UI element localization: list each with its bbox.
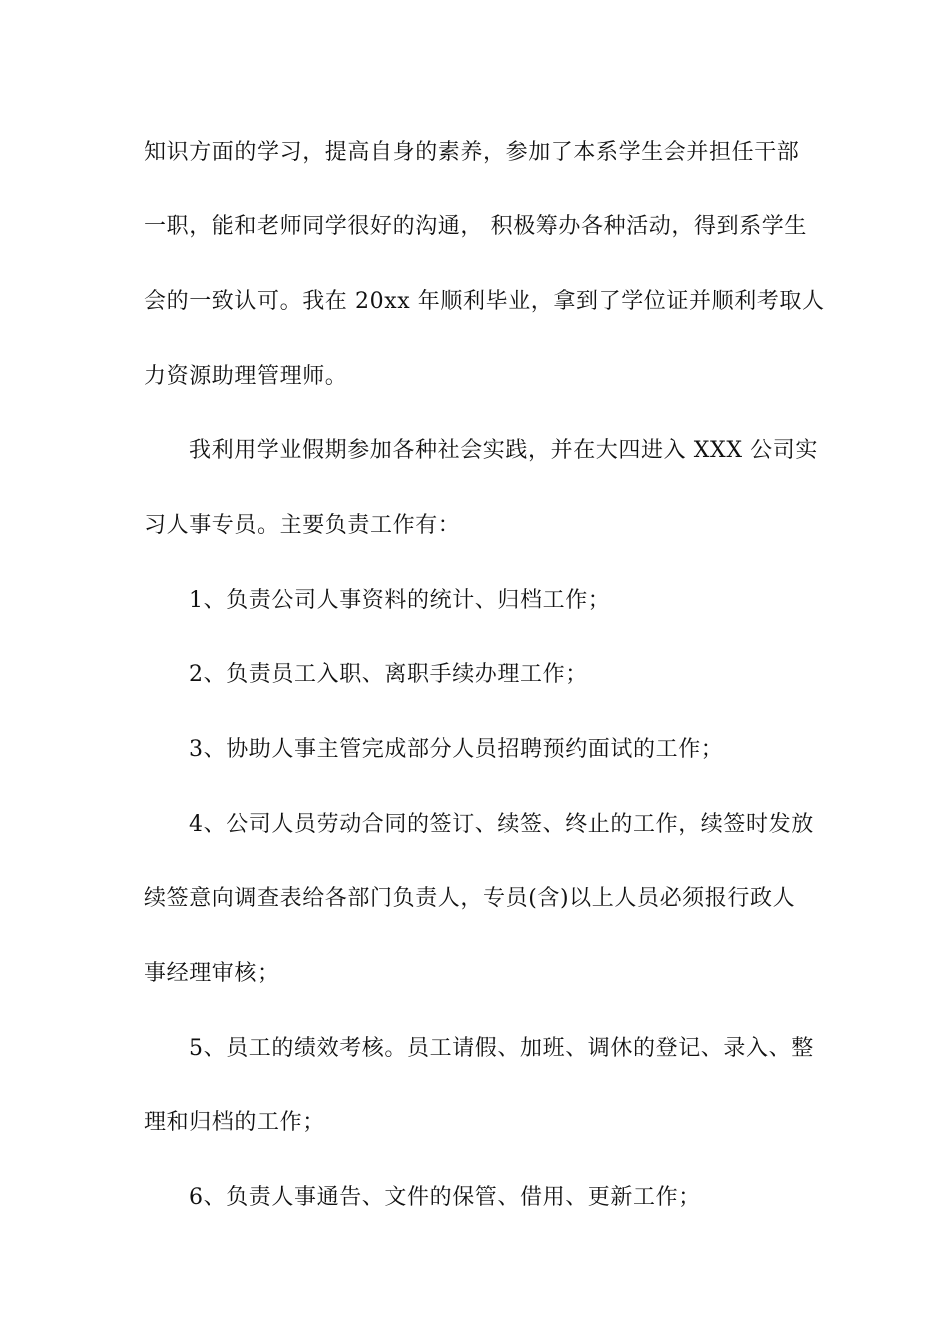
text-line: 会的一致认可。我在 20xx 年顺利毕业，拿到了学位证并顺利考取人 bbox=[144, 289, 825, 314]
text-line: 一职，能和老师同学很好的沟通， 积极筹办各种活动，得到系学生 bbox=[144, 214, 807, 239]
text-line: 我利用学业假期参加各种社会实践，并在大四进入 XXX 公司实 bbox=[189, 438, 818, 463]
text-line: 知识方面的学习，提高自身的素养，参加了本系学生会并担任干部 bbox=[144, 140, 800, 165]
list-item: 2、负责员工入职、离职手续办理工作； bbox=[189, 662, 588, 687]
list-item: 1、负责公司人事资料的统计、归档工作； bbox=[189, 588, 611, 613]
list-item: 3、协助人事主管完成部分人员招聘预约面试的工作； bbox=[189, 737, 724, 762]
list-item: 6、负责人事通告、文件的保管、借用、更新工作； bbox=[189, 1185, 701, 1210]
text-line: 习人事专员。主要负责工作有： bbox=[144, 513, 461, 538]
text-line: 续签意向调查表给各部门负责人，专员(含)以上人员必须报行政人 bbox=[144, 886, 796, 911]
list-item: 5、员工的绩效考核。员工请假、加班、调休的登记、录入、整 bbox=[189, 1036, 814, 1061]
text-line: 事经理审核； bbox=[144, 961, 280, 986]
list-item: 4、公司人员劳动合同的签订、续签、终止的工作，续签时发放 bbox=[189, 812, 814, 837]
text-line: 理和归档的工作； bbox=[144, 1110, 325, 1135]
text-line: 力资源助理管理师。 bbox=[144, 364, 348, 389]
